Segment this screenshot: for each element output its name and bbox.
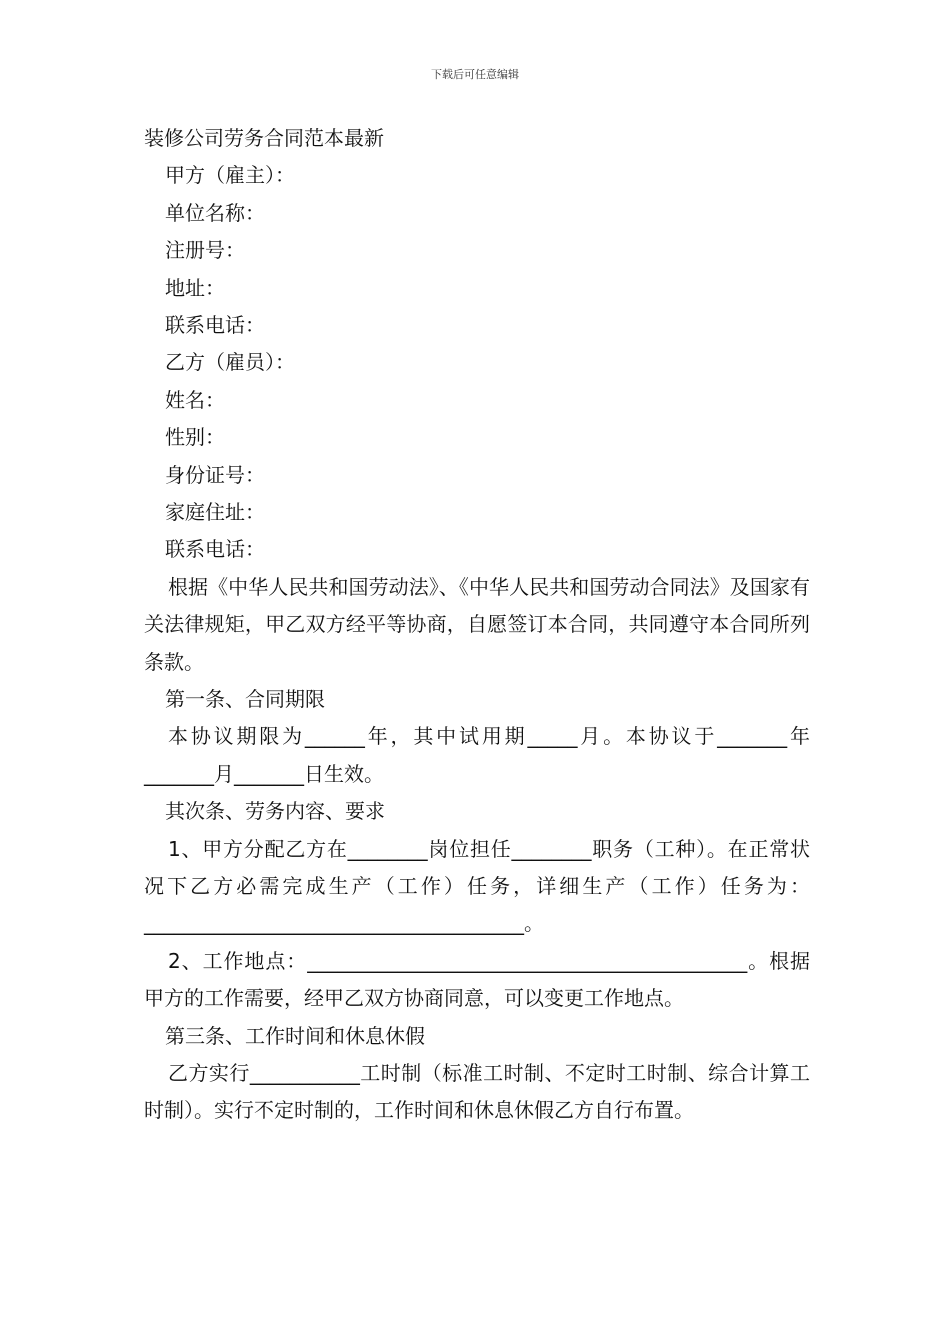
party-b-phone: 联系电话： <box>165 537 265 562</box>
party-b-name: 姓名： <box>165 387 225 412</box>
document-title: 装修公司劳务合同范本最新 <box>144 126 384 150</box>
party-b-heading: 乙方（雇员）： <box>165 350 295 375</box>
page-header-note: 下载后可任意编辑 <box>431 68 519 81</box>
article3-heading: 第三条、工作时间和休息休假 <box>165 1023 425 1048</box>
party-a-phone: 联系电话： <box>165 312 265 337</box>
party-a-reg-no: 注册号： <box>165 238 245 263</box>
article2-item1: 1、甲方分配乙方在________岗位担任________职务（工种）。在正常状况下乙方必需完成生产（工作）任务，详细生产（工作）任务为：______________________________________。 <box>144 836 810 936</box>
article2-heading: 其次条、劳务内容、要求 <box>165 799 385 824</box>
document-body <box>144 120 810 1130</box>
article3-text: 乙方实行___________工时制（标准工时制、不定时工时制、综合计算工时制）。实行不定时制的，工作时间和休息休假乙方自行布置。 <box>144 1060 810 1123</box>
preamble-paragraph: 根据《中华人民共和国劳动法》、《中华人民共和国劳动合同法》及国家有关法律规矩，甲乙双方经平等协商，自愿签订本合同，共同遵守本合同所列条款。 <box>144 574 810 674</box>
party-a-unit-name: 单位名称： <box>165 200 265 225</box>
article1-text: 本协议期限为______年，其中试用期_____月。本协议于_______年_______月_______日生效。 <box>144 724 810 786</box>
article1-heading: 第一条、合同期限 <box>165 686 325 711</box>
party-b-id-no: 身份证号： <box>165 462 265 487</box>
party-a-heading: 甲方（雇主）： <box>165 163 295 188</box>
party-a-address: 地址： <box>165 275 225 300</box>
article2-item2: 2、工作地点：____________________________________________。根据甲方的工作需要，经甲乙双方协商同意，可以变更工作地点。 <box>144 948 810 1011</box>
party-b-home-address: 家庭住址： <box>165 499 265 524</box>
party-b-gender: 性别： <box>165 425 225 450</box>
